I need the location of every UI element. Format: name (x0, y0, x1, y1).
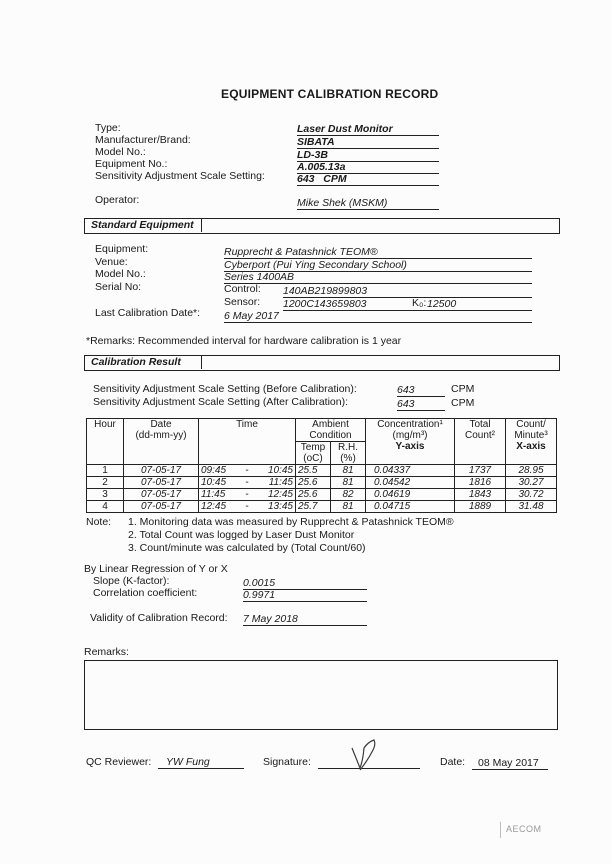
type-label: Type: (95, 122, 121, 134)
cell-end: 10:45 (252, 465, 295, 477)
cell-cpm: 31.48 (506, 501, 557, 513)
cell-hour: 2 (87, 477, 124, 489)
col-ambient (296, 419, 366, 442)
col-temp-label: Temp (300, 442, 326, 453)
col-concentration (366, 419, 455, 465)
after-unit: CPM (451, 397, 475, 409)
cell-end: 12:45 (252, 489, 295, 501)
lastcal-value: 6 May 2017 (224, 310, 532, 323)
col-time: Time (199, 419, 296, 465)
corr-label: Correlation coefficient: (93, 587, 198, 599)
cell-conc: 0.04619 (366, 489, 455, 501)
cell-rh: 81 (331, 465, 366, 477)
cell-rh: 81 (331, 477, 366, 489)
remarks-box (84, 660, 558, 730)
before-value: 643 (397, 384, 445, 397)
cell-start: 11:45 (199, 489, 242, 501)
operator-label: Operator: (95, 194, 140, 206)
type-value: Laser Dust Monitor (297, 123, 439, 136)
note-2: 2. Total Count was logged by Laser Dust Monitor (128, 529, 355, 541)
qc-reviewer-label: QC Reviewer: (86, 756, 152, 768)
slope-value: 0.0015 (243, 577, 367, 590)
cell-dash: - (242, 477, 253, 489)
operator-value: Mike Shek (MSKM) (297, 197, 439, 210)
serial-label: Serial No: (95, 281, 142, 293)
brand-value: SIBATA (297, 136, 439, 149)
col-conc-axis: Y-axis (395, 441, 425, 452)
sens-label: Sensitivity Adjustment Scale Setting: (95, 170, 265, 182)
cell-cpm: 30.27 (506, 477, 557, 489)
qc-reviewer-value: YW Fung (158, 756, 244, 769)
note-1: 1. Monitoring data was measured by Rupprecht & Patashnick TEOM® (128, 516, 454, 528)
std-equipment-value: Rupprecht & Patashnick TEOM® (224, 246, 532, 259)
std-equipment-label: Equipment: (95, 243, 149, 255)
cell-hour: 3 (87, 489, 124, 501)
sens-value: 643 CPM (297, 173, 439, 186)
col-conc-unit: (mg/m³) (392, 430, 428, 441)
before-unit: CPM (451, 383, 475, 395)
date-value: 08 May 2017 (472, 757, 548, 770)
aecom-logo: AECOM (506, 824, 542, 834)
col-date-format: (dd-mm-yy) (135, 430, 187, 441)
col-rh-unit: (%) (340, 453, 356, 464)
equip-no-label: Equipment No.: (95, 158, 168, 170)
hardware-remark: *Remarks: Recommended interval for hardware calibration is 1 year (86, 335, 402, 347)
table-row (87, 477, 557, 489)
col-conc-label: Concentration¹ (377, 419, 443, 430)
before-label: Sensitivity Adjustment Scale Setting (Before Calibration): (93, 383, 357, 395)
control-value: 140AB219899803 (283, 285, 532, 298)
col-total-label2: Count² (464, 430, 495, 441)
cell-date: 07-05-17 (124, 465, 199, 477)
control-label: Control: (224, 283, 261, 295)
ko-value: 12500 (427, 298, 457, 310)
cell-hour: 1 (87, 465, 124, 477)
cell-start: 09:45 (199, 465, 242, 477)
calibration-table (86, 418, 557, 513)
table-row (87, 489, 557, 501)
page-title: EQUIPMENT CALIBRATION RECORD (221, 87, 439, 101)
venue-label: Venue: (95, 256, 128, 268)
cell-temp: 25.7 (296, 501, 331, 513)
calibration-result-heading: Calibration Result (91, 356, 181, 368)
cell-rh: 82 (331, 489, 366, 501)
model-label: Model No.: (95, 146, 146, 158)
col-rh-label: R.H. (338, 442, 358, 453)
col-temp-unit: (oC) (303, 453, 323, 464)
col-temp (296, 442, 331, 465)
cell-conc: 0.04715 (366, 501, 455, 513)
brand-label: Manufacturer/Brand: (95, 134, 191, 146)
col-rh (331, 442, 366, 465)
col-date-label: Date (150, 419, 172, 430)
after-value: 643 (397, 398, 445, 411)
sensor-value: 1200C143659803 (283, 298, 532, 311)
cell-hour: 4 (87, 501, 124, 513)
cell-total: 1737 (455, 465, 506, 477)
regression-heading: By Linear Regression of Y or X (84, 563, 228, 575)
table-row (87, 501, 557, 513)
cell-dash: - (242, 501, 253, 513)
cell-total: 1889 (455, 501, 506, 513)
col-condition-label: Condition (309, 430, 352, 441)
validity-value: 7 May 2018 (243, 613, 367, 626)
equip-no-value: A.005.13a (297, 161, 439, 174)
notes-label: Note: (86, 516, 112, 528)
cell-temp: 25.5 (296, 465, 331, 477)
col-date (124, 419, 199, 465)
remarks-label: Remarks: (84, 646, 129, 658)
col-ambient-label: Ambient (312, 419, 349, 430)
lastcal-label: Last Calibration Date*: (95, 307, 201, 319)
ko-label: K₀: (412, 297, 427, 309)
cell-dash: - (242, 489, 253, 501)
signature-mark-icon (346, 734, 386, 776)
cell-date: 07-05-17 (124, 501, 199, 513)
after-label: Sensitivity Adjustment Scale Setting (After Calibration): (93, 396, 349, 408)
cell-cpm: 28.95 (506, 465, 557, 477)
model-value: LD-3B (297, 149, 439, 162)
note-3: 3. Count/minute was calculated by (Total Count/60) (128, 542, 366, 554)
cell-temp: 25.6 (296, 489, 331, 501)
std-model-value: Series 1400AB (224, 271, 532, 284)
logo-divider (500, 822, 501, 838)
cell-date: 07-05-17 (124, 477, 199, 489)
std-model-label: Model No.: (95, 268, 146, 280)
cell-total: 1816 (455, 477, 506, 489)
cell-temp: 25.6 (296, 477, 331, 489)
cell-start: 10:45 (199, 477, 242, 489)
col-hour: Hour (87, 419, 124, 465)
calibration-result-header (84, 355, 560, 371)
table-row (87, 465, 557, 477)
cell-rh: 81 (331, 501, 366, 513)
validity-label: Validity of Calibration Record: (90, 612, 228, 624)
cell-dash: - (242, 465, 253, 477)
standard-equipment-heading: Standard Equipment (91, 219, 194, 231)
standard-equipment-header (84, 218, 560, 234)
date-label: Date: (440, 756, 466, 768)
col-cpm-label2: Minute³ (514, 430, 548, 441)
corr-value: 0.9971 (243, 589, 367, 602)
cell-end: 11:45 (252, 477, 295, 489)
cell-total: 1843 (455, 489, 506, 501)
sensor-label: Sensor: (224, 296, 261, 308)
col-total-label: Total (469, 419, 491, 430)
slope-label: Slope (K-factor): (93, 575, 170, 587)
cell-conc: 0.04337 (366, 465, 455, 477)
cell-start: 12:45 (199, 501, 242, 513)
col-cpm-axis: X-axis (516, 441, 546, 452)
col-cpm (506, 419, 557, 465)
cell-conc: 0.04542 (366, 477, 455, 489)
col-total (455, 419, 506, 465)
col-cpm-label: Count/ (516, 419, 546, 430)
signature-label: Signature: (263, 756, 311, 768)
venue-value: Cyberport (Pui Ying Secondary School) (224, 259, 532, 272)
cell-date: 07-05-17 (124, 489, 199, 501)
cell-cpm: 30.72 (506, 489, 557, 501)
cell-end: 13:45 (252, 501, 295, 513)
